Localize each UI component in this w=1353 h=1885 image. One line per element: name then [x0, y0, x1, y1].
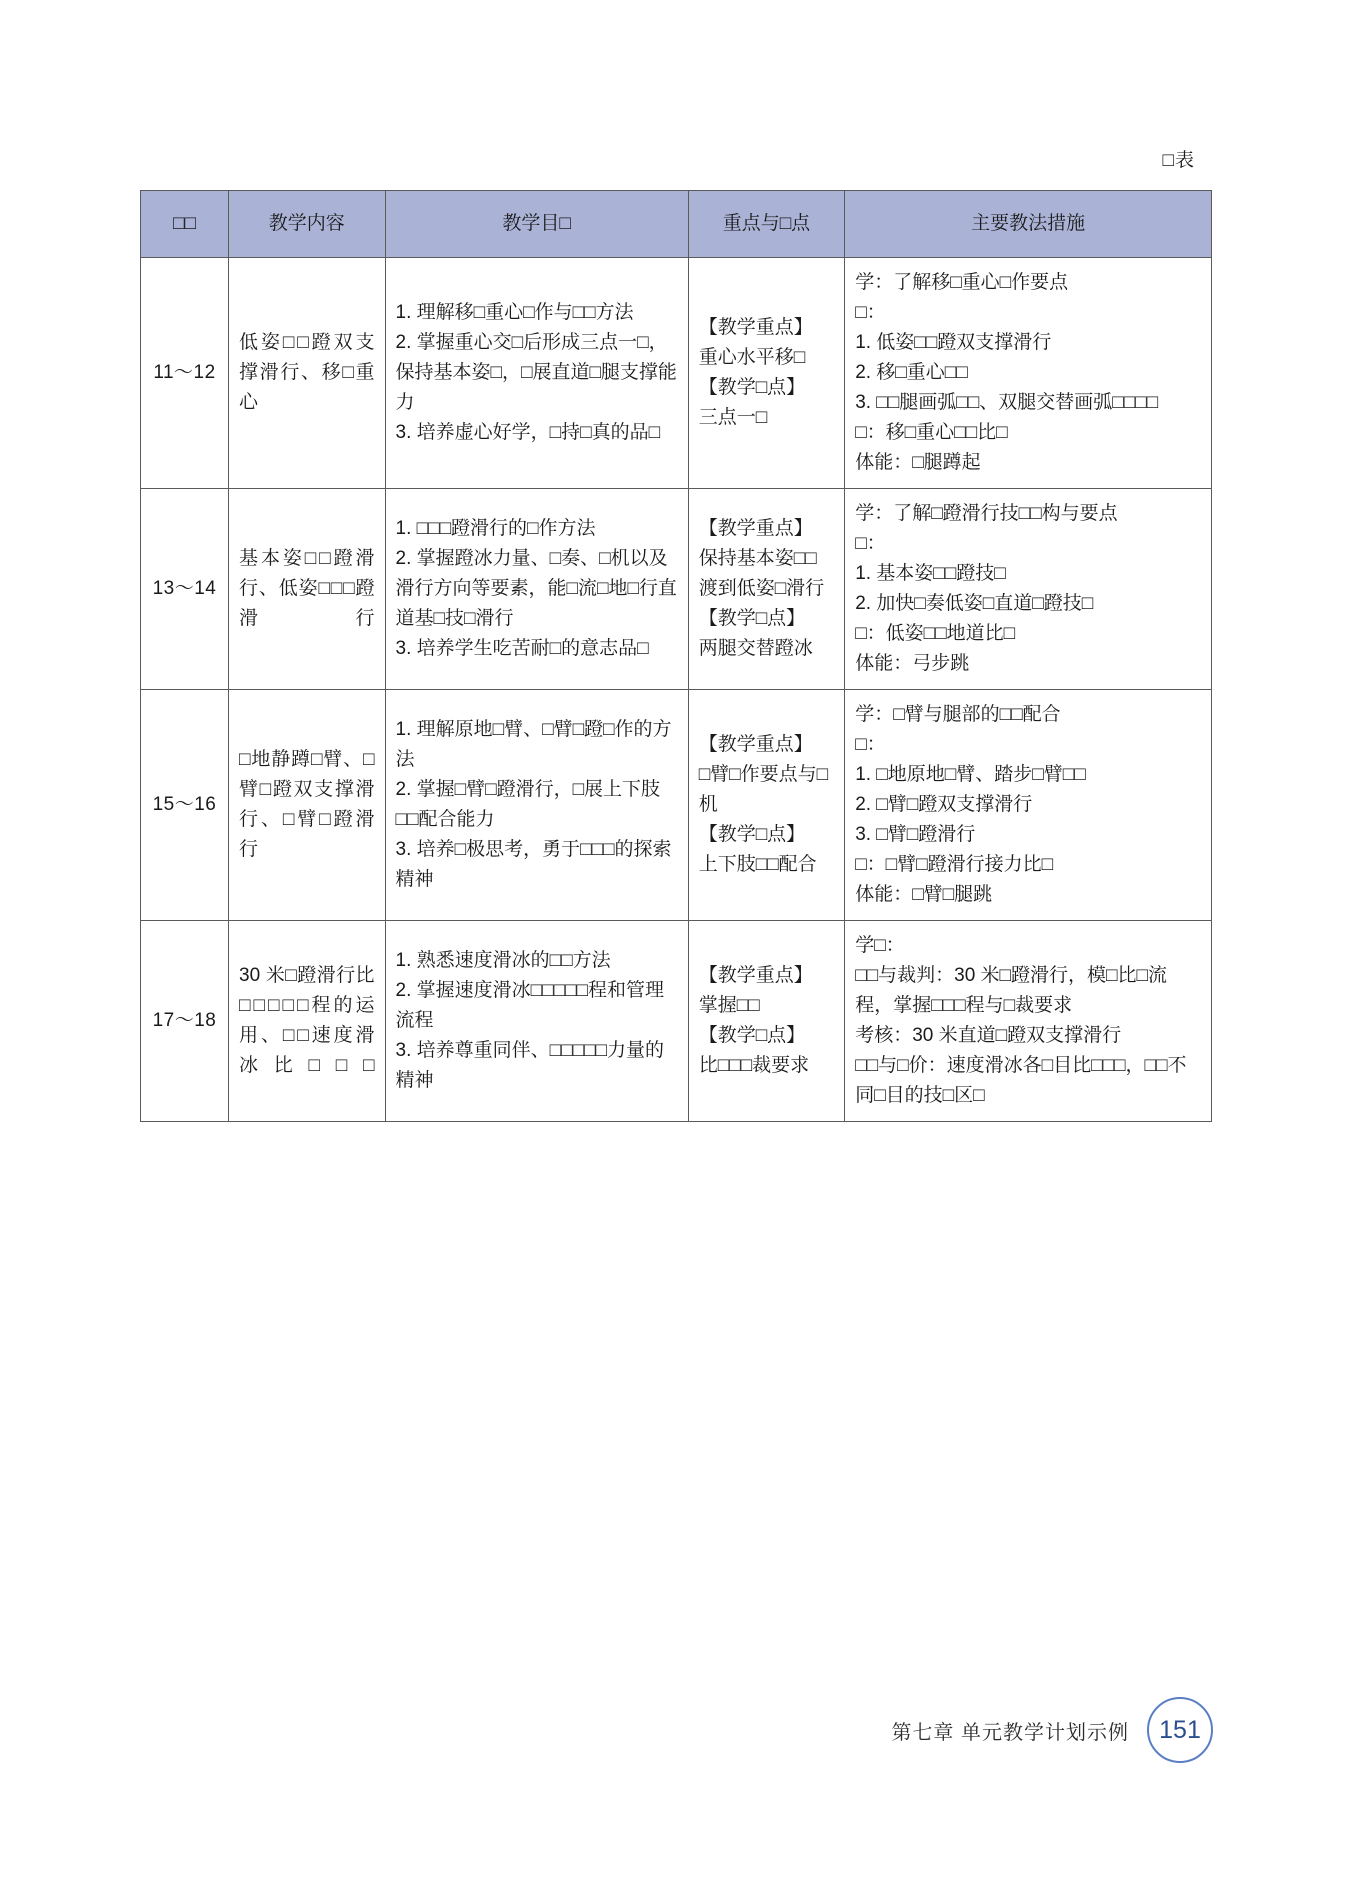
focus-line: 比□□□裁要求: [698, 1055, 810, 1077]
goal-line: 1. 理解原地□臂、□臂□蹬□作的方法: [395, 719, 672, 771]
table-header-row: [141, 191, 1212, 258]
focus-line: 掌握□□: [698, 995, 760, 1017]
method-line: 体能：弓步跳: [855, 653, 970, 675]
method-line: 2. 移□重心□□: [855, 362, 968, 384]
focus-line: 两腿交替蹬冰: [698, 638, 813, 660]
page-footer: [891, 1697, 1213, 1763]
table-body: [141, 258, 1212, 1122]
header-content: 教学内容: [229, 191, 385, 258]
goal-line: 2. 掌握速度滑冰□□□□□程和管理流程: [395, 980, 665, 1032]
cell-focus: [688, 258, 844, 489]
header-goals: 教学目□: [385, 191, 688, 258]
focus-line: □臂□作要点与□机: [698, 764, 829, 816]
cell-goals: [385, 489, 688, 690]
unit-teaching-plan-table: [140, 190, 1212, 1122]
header-period: □□: [141, 191, 229, 258]
method-line: 1. □地原地□臂、踏步□臂□□: [855, 764, 1086, 786]
focus-line: 保持基本姿□□渡到低姿□滑行: [698, 548, 825, 600]
header-focus: 重点与□点: [688, 191, 844, 258]
focus-line: 【教学□点】: [698, 824, 806, 846]
method-line: □：低姿□□地道比□: [855, 623, 1016, 645]
focus-line: 重心水平移□: [698, 347, 806, 369]
goal-line: 3. 培养虚心好学，□持□真的品□: [395, 422, 661, 444]
table-row: [141, 690, 1212, 921]
cell-content: 30 米□蹬滑行比□□□□□程的运用、□□速度滑冰比□□□: [229, 921, 385, 1122]
method-line: □：: [855, 533, 886, 555]
focus-line: 三点一□: [698, 407, 768, 429]
table-row: [141, 258, 1212, 489]
focus-line: 【教学重点】: [698, 965, 813, 987]
focus-line: 【教学□点】: [698, 377, 806, 399]
cell-period: 17～18: [141, 921, 229, 1122]
method-line: □□与□价：速度滑冰各□目比□□□，□□不同□目的技□区□: [855, 1055, 1187, 1107]
method-line: 体能：□腿蹲起: [855, 452, 981, 474]
cell-period: 11～12: [141, 258, 229, 489]
goal-line: 3. 培养尊重同伴、□□□□□力量的精神: [395, 1040, 665, 1092]
method-line: 学：了解□蹬滑行技□□构与要点: [855, 503, 1118, 525]
table-row: [141, 921, 1212, 1122]
focus-line: 【教学□点】: [698, 1025, 806, 1047]
cell-focus: [688, 489, 844, 690]
method-line: □：移□重心□□比□: [855, 422, 1008, 444]
method-line: □：: [855, 302, 886, 324]
focus-line: 上下肢□□配合: [698, 854, 817, 876]
cell-content: □地静蹲□臂、□臂□蹬双支撑滑行、□臂□蹬滑行: [229, 690, 385, 921]
cell-content: 低姿□□蹬双支撑滑行、移□重心: [229, 258, 385, 489]
goal-line: 2. 掌握蹬冰力量、□奏、□机以及滑行方向等要素，能□流□地□行直道基□技□滑行: [395, 548, 677, 630]
method-line: 体能：□臂□腿跳: [855, 884, 993, 906]
method-line: 2. □臂□蹬双支撑滑行: [855, 794, 1033, 816]
goal-line: 2. 掌握□臂□蹬滑行，□展上下肢□□配合能力: [395, 779, 661, 831]
table-caption: □表: [1162, 150, 1195, 171]
goal-line: 1. □□□蹬滑行的□作方法: [395, 518, 596, 540]
method-line: □：: [855, 734, 886, 756]
cell-focus: [688, 690, 844, 921]
focus-line: 【教学□点】: [698, 608, 806, 630]
method-line: □□与裁判：30 米□蹬滑行，模□比□流程，掌握□□□程与□裁要求: [855, 965, 1167, 1017]
footer-chapter-label: 第七章 单元教学计划示例: [891, 1721, 1129, 1744]
method-line: 3. □臂□蹬滑行: [855, 824, 976, 846]
cell-focus: [688, 921, 844, 1122]
goal-line: 3. 培养□极思考，勇于□□□的探索精神: [395, 839, 672, 891]
cell-methods: [845, 258, 1212, 489]
goal-line: 1. 熟悉速度滑冰的□□方法: [395, 950, 611, 972]
table-row: [141, 489, 1212, 690]
method-line: 1. 基本姿□□蹬技□: [855, 563, 1006, 585]
cell-period: 13～14: [141, 489, 229, 690]
cell-goals: [385, 921, 688, 1122]
cell-methods: [845, 690, 1212, 921]
goal-line: 2. 掌握重心交□后形成三点一□，保持基本姿□，□展直道□腿支撑能力: [395, 332, 677, 414]
goal-line: 1. 理解移□重心□作与□□方法: [395, 302, 634, 324]
method-line: 学：了解移□重心□作要点: [855, 272, 1069, 293]
method-line: 1. 低姿□□蹬双支撑滑行: [855, 332, 1052, 354]
goal-line: 3. 培养学生吃苦耐□的意志品□: [395, 638, 649, 660]
focus-line: 【教学重点】: [698, 518, 813, 540]
method-line: 学□：: [855, 935, 905, 957]
method-line: 3. □□腿画弧□□、双腿交替画弧□□□□: [855, 392, 1159, 414]
method-line: 2. 加快□奏低姿□直道□蹬技□: [855, 593, 1094, 615]
focus-line: 【教学重点】: [698, 317, 813, 339]
method-line: 考核：30 米直道□蹬双支撑滑行: [855, 1025, 1122, 1047]
method-line: □：□臂□蹬滑行接力比□: [855, 854, 1054, 876]
method-line: 学：□臂与腿部的□□配合: [855, 704, 1061, 726]
header-methods: 主要教法措施: [845, 191, 1212, 258]
cell-period: 15～16: [141, 690, 229, 921]
cell-methods: [845, 489, 1212, 690]
cell-content: 基本姿□□蹬滑行、低姿□□□蹬滑行: [229, 489, 385, 690]
cell-methods: [845, 921, 1212, 1122]
cell-goals: [385, 690, 688, 921]
page-number: 151: [1147, 1697, 1213, 1763]
focus-line: 【教学重点】: [698, 734, 813, 756]
cell-goals: [385, 258, 688, 489]
